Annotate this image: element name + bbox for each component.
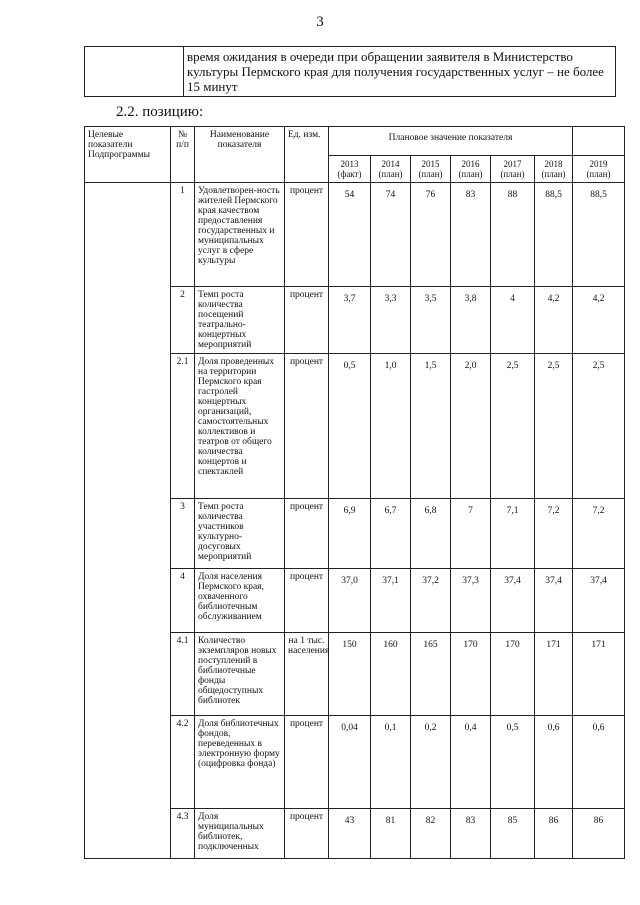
header-year — [491, 156, 535, 183]
indicator-name: Темп роста количества посещений театрально-концертных мероприятий — [195, 287, 285, 354]
value-cell: 0,5 — [491, 716, 535, 809]
value-cell: 85 — [491, 809, 535, 859]
value-cell: 7,1 — [491, 499, 535, 569]
value-cell: 6,9 — [329, 499, 371, 569]
header-year-type: (план) — [418, 169, 443, 179]
value-cell: 37,3 — [451, 569, 491, 633]
row-number: 4 — [171, 569, 195, 633]
header-num: № п/п — [171, 127, 195, 183]
table-body — [85, 183, 625, 859]
value-cell: 88 — [491, 183, 535, 287]
value-cell: 43 — [329, 809, 371, 859]
value-cell: 37,4 — [535, 569, 573, 633]
value-cell: 6,7 — [371, 499, 411, 569]
value-cell: 7,2 — [573, 499, 625, 569]
value-cell: 3,3 — [371, 287, 411, 354]
unit-cell: процент — [285, 287, 329, 354]
value-cell: 37,1 — [371, 569, 411, 633]
header-plan-extra — [573, 127, 625, 156]
header-year-value: 2018 — [544, 159, 563, 169]
header-year-value: 2015 — [421, 159, 440, 169]
indicator-name: Темп роста количества участников культурно-досуговых мероприятий — [195, 499, 285, 569]
header-year-type: (факт) — [337, 169, 362, 179]
value-cell: 171 — [573, 633, 625, 716]
value-cell: 171 — [535, 633, 573, 716]
header-year-type: (план) — [541, 169, 566, 179]
header-year — [535, 156, 573, 183]
value-cell: 88,5 — [573, 183, 625, 287]
page-number: 3 — [316, 14, 324, 30]
header-unit: Ед. изм. — [285, 127, 329, 183]
header-year — [329, 156, 371, 183]
header-year — [451, 156, 491, 183]
continuation-text: время ожидания в очереди при обращении заявителя в Министерство культуры Пермского края для получения государственных услуг – не более 15 минут — [184, 47, 616, 97]
value-cell: 0,6 — [535, 716, 573, 809]
indicator-name: Доля населения Пермского края, охваченного библиотечным обслуживанием — [195, 569, 285, 633]
value-cell: 170 — [451, 633, 491, 716]
value-cell: 86 — [535, 809, 573, 859]
value-cell: 160 — [371, 633, 411, 716]
value-cell: 0,5 — [329, 354, 371, 499]
value-cell: 4,2 — [535, 287, 573, 354]
unit-cell: процент — [285, 569, 329, 633]
row-number: 3 — [171, 499, 195, 569]
value-cell: 74 — [371, 183, 411, 287]
value-cell: 165 — [411, 633, 451, 716]
header-goal: Целевые показатели Подпрограммы — [85, 127, 171, 183]
indicator-name: Количество экземпляров новых поступлений в библиотечные фонды общедоступных библиотек — [195, 633, 285, 716]
row-number: 2.1 — [171, 354, 195, 499]
value-cell: 7 — [451, 499, 491, 569]
header-year-value: 2014 — [381, 159, 400, 169]
value-cell: 150 — [329, 633, 371, 716]
row-number: 4.3 — [171, 809, 195, 859]
row-number: 4.2 — [171, 716, 195, 809]
indicator-name: Доля библиотечных фондов, переведенных в электронную форму (оцифровка фонда) — [195, 716, 285, 809]
value-cell: 4,2 — [573, 287, 625, 354]
table-row — [85, 183, 625, 287]
value-cell: 37,4 — [491, 569, 535, 633]
indicators-table — [84, 126, 625, 859]
value-cell: 83 — [451, 183, 491, 287]
value-cell: 0,6 — [573, 716, 625, 809]
header-year — [371, 156, 411, 183]
value-cell: 2,0 — [451, 354, 491, 499]
value-cell: 6,8 — [411, 499, 451, 569]
header-year — [573, 156, 625, 183]
header-year-type: (план) — [378, 169, 403, 179]
value-cell: 0,1 — [371, 716, 411, 809]
header-row-1 — [85, 127, 625, 156]
value-cell: 54 — [329, 183, 371, 287]
header-year-type: (план) — [500, 169, 525, 179]
value-cell: 76 — [411, 183, 451, 287]
header-year — [411, 156, 451, 183]
header-year-value: 2017 — [503, 159, 522, 169]
section-heading: 2.2. позицию: — [116, 104, 204, 120]
row-number: 4.1 — [171, 633, 195, 716]
indicator-name: Удовлетворен-ность жителей Пермского края качеством предоставления государственных и муниципальных услуг в сфере культуры — [195, 183, 285, 287]
value-cell: 37,0 — [329, 569, 371, 633]
value-cell: 170 — [491, 633, 535, 716]
value-cell: 3,5 — [411, 287, 451, 354]
value-cell: 0,2 — [411, 716, 451, 809]
value-cell: 82 — [411, 809, 451, 859]
row-number: 1 — [171, 183, 195, 287]
header-plan: Плановое значение показателя — [329, 127, 573, 156]
value-cell: 4 — [491, 287, 535, 354]
header-name: Наименование показателя — [195, 127, 285, 183]
goal-cell — [85, 183, 171, 859]
value-cell: 88,5 — [535, 183, 573, 287]
value-cell: 7,2 — [535, 499, 573, 569]
continuation-table — [84, 46, 616, 97]
value-cell: 81 — [371, 809, 411, 859]
unit-cell: процент — [285, 809, 329, 859]
continuation-empty-cell — [85, 47, 184, 97]
value-cell: 83 — [451, 809, 491, 859]
unit-cell: процент — [285, 499, 329, 569]
header-year-type: (план) — [458, 169, 483, 179]
value-cell: 37,4 — [573, 569, 625, 633]
value-cell: 86 — [573, 809, 625, 859]
unit-cell: процент — [285, 716, 329, 809]
header-year-value: 2016 — [461, 159, 480, 169]
row-number: 2 — [171, 287, 195, 354]
value-cell: 37,2 — [411, 569, 451, 633]
value-cell: 0,04 — [329, 716, 371, 809]
header-year-value: 2013 — [340, 159, 359, 169]
unit-cell: на 1 тыс. населения — [285, 633, 329, 716]
value-cell: 3,7 — [329, 287, 371, 354]
value-cell: 1,0 — [371, 354, 411, 499]
header-year-type: (план) — [586, 169, 611, 179]
value-cell: 2,5 — [491, 354, 535, 499]
value-cell: 2,5 — [535, 354, 573, 499]
indicator-name: Доля проведенных на территории Пермского края гастролей концертных организаций, самостоятельных коллективов и театров от общего количества концертов и спектаклей — [195, 354, 285, 499]
unit-cell: процент — [285, 354, 329, 499]
header-year-value: 2019 — [589, 159, 608, 169]
value-cell: 0,4 — [451, 716, 491, 809]
unit-cell: процент — [285, 183, 329, 287]
value-cell: 2,5 — [573, 354, 625, 499]
value-cell: 3,8 — [451, 287, 491, 354]
indicator-name: Доля муниципальных библиотек, подключенных — [195, 809, 285, 859]
value-cell: 1,5 — [411, 354, 451, 499]
